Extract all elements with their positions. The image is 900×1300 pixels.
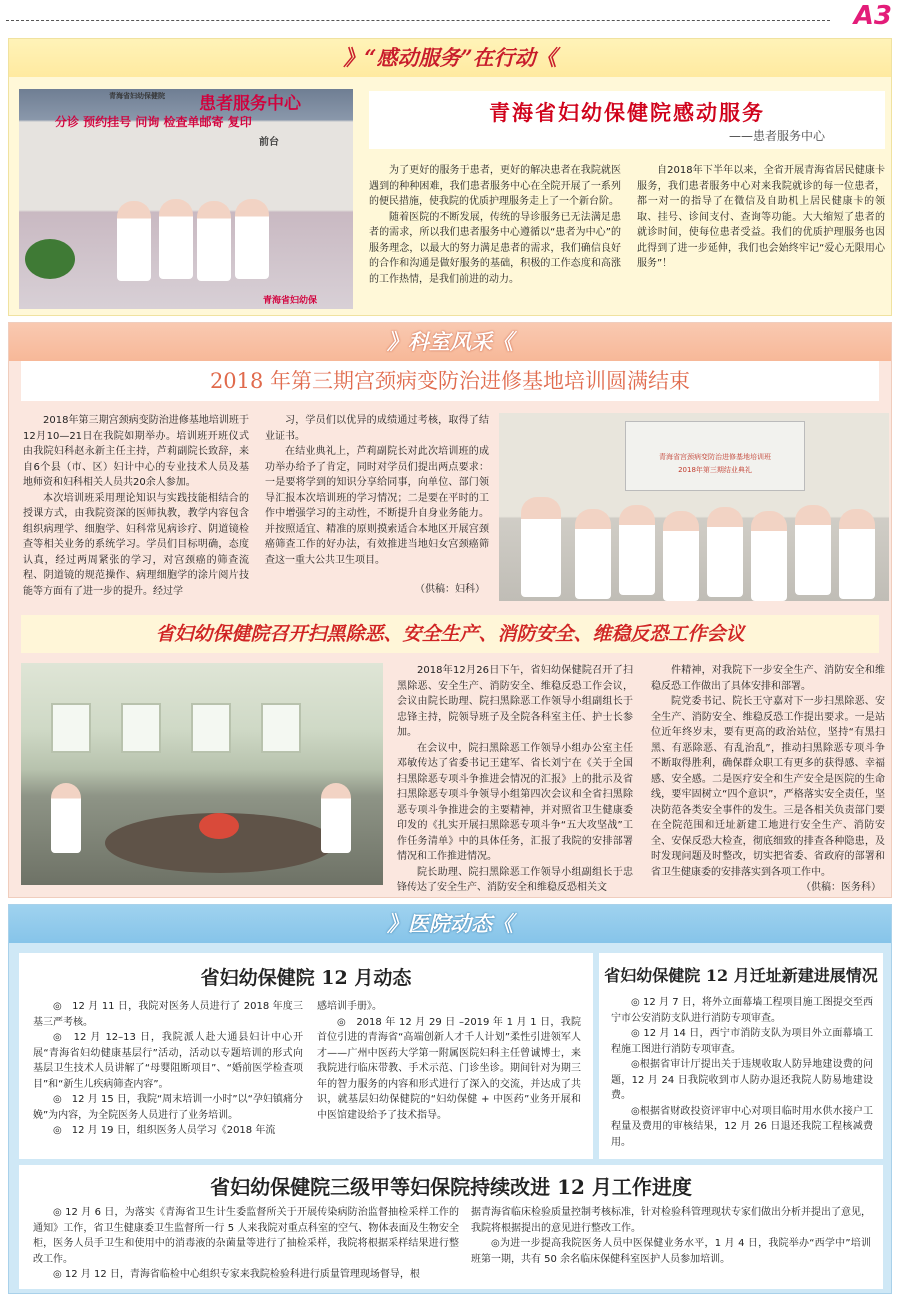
paragraph: 在会议中，院扫黑除恶工作领导小组办公室主任邓敏传达了省委书记王建军、省长刘宁在《关于全国扫黑除恶专项斗争推进会情况的汇报》上的批示及省扫黑除恶专项斗争领导小组第四次会议和全省扫黑除恶专项斗争推进会的主要精神，并对照省卫生健康委印发的《扎实开展扫黑除恶专项斗争“五大攻坚战”工作任务清单》中的具体任务，汇报了我院的安排部署情况和工作推进情况。: [397, 742, 633, 862]
news-item: ◎ 12 月 12 日，青海省临检中心组织专家来我院检验科进行质量管理现场督导，根: [53, 1269, 420, 1280]
news-item: ◎为进一步提高我院医务人员中医保健业务水平，1 月 4 日，我院举办“西学中”培训班第一期，共有 50 余名临床保健科室医护人员参加培训。: [471, 1238, 871, 1265]
news-item: ◎ 12 月 12–13 日，我院派人赴大通县妇计中心开展“青海省妇幼健康基层行”活动，活动以专题培训的形式向基层卫生技术人员讲解了“母婴阻断项目”、“婚前医学检查项目”和“新生儿疾病筛查内容”。: [33, 1032, 303, 1090]
news-item: ◎ 12 月 11 日，我院对医务人员进行了 2018 年度三基三严考核。: [33, 1001, 303, 1028]
attendee-figure: [51, 783, 81, 853]
paragraph: 自2018年下半年以来，全省开展青海省居民健康卡服务，我们患者服务中心对来我院就诊的每一位患者，都一对一的指导了在微信及自助机上居民健康卡的领取、挂号、诊间支付、查询等功能。大大缩短了患者的就诊时间，使每位患者受益。我们的优质护理服务也因此得到了进一步延伸，我们也会始终牢记“爱心无限用心服务”！: [637, 165, 885, 269]
section-department-style: [8, 322, 892, 898]
paragraph: 本次培训班采用理论知识与实践技能相结合的授课方式，由我院资深的医师执教，教学内容包含组织病理学、细胞学、妇科常见病诊疗、阴道镜检查等相关业务的系统学习。学员们目标明确，态度认真，经过两周紧张的学习，对宫颈癌的筛查流程、阴道镜的规范操作、病理细胞学的涂片阅片技能等方面有了进一步的提升。经过学: [23, 492, 249, 597]
section-banner-hospital-news: 》医院动态《: [9, 905, 891, 943]
header-dashed-rule: [6, 20, 830, 21]
flower-centerpiece: [199, 813, 239, 839]
photo-training-group: [499, 413, 889, 601]
news-item: ◎ 12 月 6 日，为落实《青海省卫生计生委监督所关于开展传染病防治监督抽检采样工作的通知》工作，省卫生健康委卫生监督所一行 5 人来我院对重点科室的空气、物体表面及生物安全柜，医务人员手卫生和使用中的消毒液的杂菌量等进行了抽检采样，我院将根据采样结果进行整改工作。: [33, 1207, 459, 1265]
training-body-col2: [265, 413, 489, 598]
paragraph: 件精神，对我院下一步安全生产、消防安全和维稳反恐工作做出了具体安排和部署。: [651, 665, 885, 692]
news-item: 感培训手册》。: [317, 1001, 382, 1012]
article-body-col2: [637, 163, 885, 272]
photo-sign-center: 患者服务中心: [199, 94, 301, 114]
section-hospital-news: [8, 904, 892, 1294]
staff-figure: [117, 201, 151, 281]
meeting-body-col1: [397, 663, 633, 896]
meeting-body-col2: [651, 663, 885, 896]
page-header: [0, 0, 900, 34]
article-title-safety-meeting: 省妇幼保健院召开扫黑除恶、安全生产、消防安全、维稳反恐工作会议: [21, 615, 879, 653]
article-title: 青海省妇幼保健院感动服务: [489, 100, 765, 125]
section-moving-service: [8, 38, 892, 316]
photo-caption-hospital: 青海省妇幼保健院: [109, 92, 165, 100]
news-item: ◎ 12 月 14 日，西宁市消防支队为项目外立面幕墙工程施工图进行消防专项审查。: [611, 1028, 873, 1055]
news-box-december-updates: [19, 953, 593, 1159]
plant-decoration: [25, 239, 75, 279]
trainee-figure: [751, 511, 787, 601]
staff-figure: [235, 199, 269, 279]
news-item: ◎根据省财政投资评审中心对项目临时用水供水接户工程量及费用的审核结果，12 月 26 日退还我院工程核减费用。: [611, 1105, 873, 1148]
article-title-training: 2018 年第三期宫颈病变防治进修基地培训圆满结束: [21, 361, 879, 401]
photo-sign-desk: 前台: [259, 137, 279, 148]
news-item: ◎ 12 月 7 日，将外立面幕墙工程项目施工图提交至西宁市公安消防支队进行消防专项审查。: [611, 997, 873, 1024]
screen-line: 青海省宫颈病变防治进修基地培训班: [659, 453, 771, 461]
trainee-figure: [839, 509, 875, 599]
box-body-col1: [33, 1205, 459, 1283]
window-decoration: [261, 703, 301, 753]
meeting-source: （供稿：医务科）: [801, 882, 881, 893]
news-item: 据青海省临床检验质量控制考核标准，针对检验科管理现状专家们做出分析并提出了意见，我院将根据提出的意见进行整改工作。: [471, 1207, 871, 1234]
article-body-col1: [369, 163, 621, 287]
screen-line: 2018年第三期结业典礼: [678, 466, 752, 474]
photo-brand-text: 青海省妇幼保: [263, 296, 318, 306]
box-title: 省妇幼保健院三级甲等妇保院持续改进 12 月工作进度: [210, 1175, 692, 1199]
box-body: [611, 995, 873, 1150]
paragraph: 2018年第三期宫颈病变防治进修基地培训班于12月10—21日在我院如期举办。培训班开班仪式由我院妇科赵永新主任主持，芦莉副院长致辞，来自6个县（市、区）妇计中心的专业技术人员及基地师资和妇科相关人员共20余人参加。: [23, 415, 249, 488]
article-title-block: [369, 91, 885, 149]
news-box-quality-improvement: [19, 1165, 883, 1289]
attendee-figure: [321, 783, 351, 853]
photo-patient-service-center: [19, 89, 353, 309]
trainee-figure: [521, 497, 561, 597]
staff-figure: [159, 199, 193, 279]
section-banner-moving-service: 》“感动服务”在行动《: [9, 39, 891, 77]
box-body-col2: [471, 1205, 871, 1267]
paragraph: 随着医院的不断发展，传统的导诊服务已无法满足患者的需求，所以我们患者服务中心遵循以“患者为中心”的服务理念，以最大的努力满足患者的需求，我们确信良好的合作和沟通是做好服务的基础，积极的工作态度和高涨的工作热情，是我们前进的动力。: [369, 211, 621, 285]
news-item: ◎ 2018 年 12 月 29 日 –2019 年 1 月 1 日，我院首位引进的青海省“高端创新人才千人计划”柔性引进领军人才——广州中医药大学第一附属医院妇科主任曾诚博士，来我院进行临床带教、手术示范、门诊坐诊。期间针对为期三年的智力服务的内容和形式进行了深入的交流，并达成了共识，就基层妇幼保健院的“妇幼保健 + 中医药”业务开展和中医馆建设给予了技术指导。: [317, 1016, 581, 1121]
staff-figure: [197, 201, 231, 281]
photo-safety-meeting: [21, 663, 383, 885]
trainee-figure: [663, 511, 699, 601]
paragraph: 习，学员们以优异的成绩通过考核，取得了结业证书。: [265, 415, 489, 442]
article-subtitle: ——患者服务中心: [728, 129, 825, 143]
paragraph: 院党委书记、院长王守嘉对下一步扫黑除恶、安全生产、消防安全、维稳反恐工作提出要求。一是站位近年终岁末，要有更高的政治站位，坚持“有黑扫黑、有恶除恶、有乱治乱”，推动扫黑除恶专项斗争不断取得胜利，确保群众职工有更多的获得感、幸福感、安全感。二是医疗安全和生产安全是医院的生命线，要牢固树立“四个意识”，严格落实安全责任，坚决防范各类安全事件的发生。三是各相关负责部门要在全院范围和迁址新建工地进行安全生产、消防安全、安保反恐大检查，彻底细致的排查各种隐患，及时发现问题及时整改，切实把省委、省政府的部署和省卫生健康委的安排落实到各项工作中。: [651, 696, 885, 878]
paragraph: 为了更好的服务于患者，更好的解决患者在我院就医遇到的种种困难，我们患者服务中心在全院开展了一系列的便民措施，使我院的优质护理服务走上了一个新台阶。: [369, 165, 621, 207]
box-body-col2: [317, 999, 581, 1123]
news-item: ◎ 12 月 15 日，我院“周末培训一小时”以“孕妇镇痛分娩”为内容，为全院医务人员进行了业务培训。: [33, 1094, 303, 1121]
window-decoration: [121, 703, 161, 753]
page-number: A3: [853, 1, 892, 31]
news-item: ◎根据省审计厅提出关于违规收取人防异地建设费的问题，12 月 24 日我院收到市人防办退还我院人防易地建设费。: [611, 1059, 873, 1101]
section-banner-department-style: 》科室风采《: [9, 323, 891, 361]
box-body-col1: [33, 999, 303, 1139]
projector-screen: [625, 421, 805, 491]
news-item: ◎ 12 月 19 日，组织医务人员学习《2018 年流: [53, 1125, 276, 1136]
box-title: 省妇幼保健院 12 月迁址新建进展情况: [604, 966, 878, 985]
trainee-figure: [795, 505, 831, 595]
trainee-figure: [707, 507, 743, 597]
box-title: 省妇幼保健院 12 月动态: [200, 967, 412, 989]
paragraph: 院长助理、院扫黑除恶工作领导小组副组长于忠锋传达了安全生产、消防安全和维稳反恐相关文: [397, 866, 633, 893]
training-source: （供稿：妇科）: [415, 584, 485, 595]
paragraph: 2018年12月26日下午，省妇幼保健院召开了扫黑除恶、安全生产、消防安全、维稳反恐工作会议，会议由院长助理、院扫黑除恶工作领导小组副组长于忠锋主持，院领导班子及全院各科室主任、护士长参加。: [397, 665, 633, 738]
photo-sign-services: 分诊 预约挂号 问询 检查单邮寄 复印: [55, 115, 252, 129]
trainee-figure: [619, 505, 655, 595]
trainee-figure: [575, 509, 611, 599]
news-box-relocation-progress: [599, 953, 883, 1159]
training-body-col1: [23, 413, 249, 599]
window-decoration: [191, 703, 231, 753]
window-decoration: [51, 703, 91, 753]
paragraph: 在结业典礼上，芦莉副院长对此次培训班的成功举办给予了肯定，同时对学员们提出两点要求：一是要将学到的知识分享给同事，向单位、部门领导汇报本次培训班的学习情况；二是要在平时的工作中增强学习的主动性，不断提升自身业务能力。并按照适宜、精准的原则摸索适合本地区开展宫颈癌筛查工作的好办法，有效推进当地妇女宫颈癌筛查这一重大公共卫生项目。: [265, 446, 489, 566]
